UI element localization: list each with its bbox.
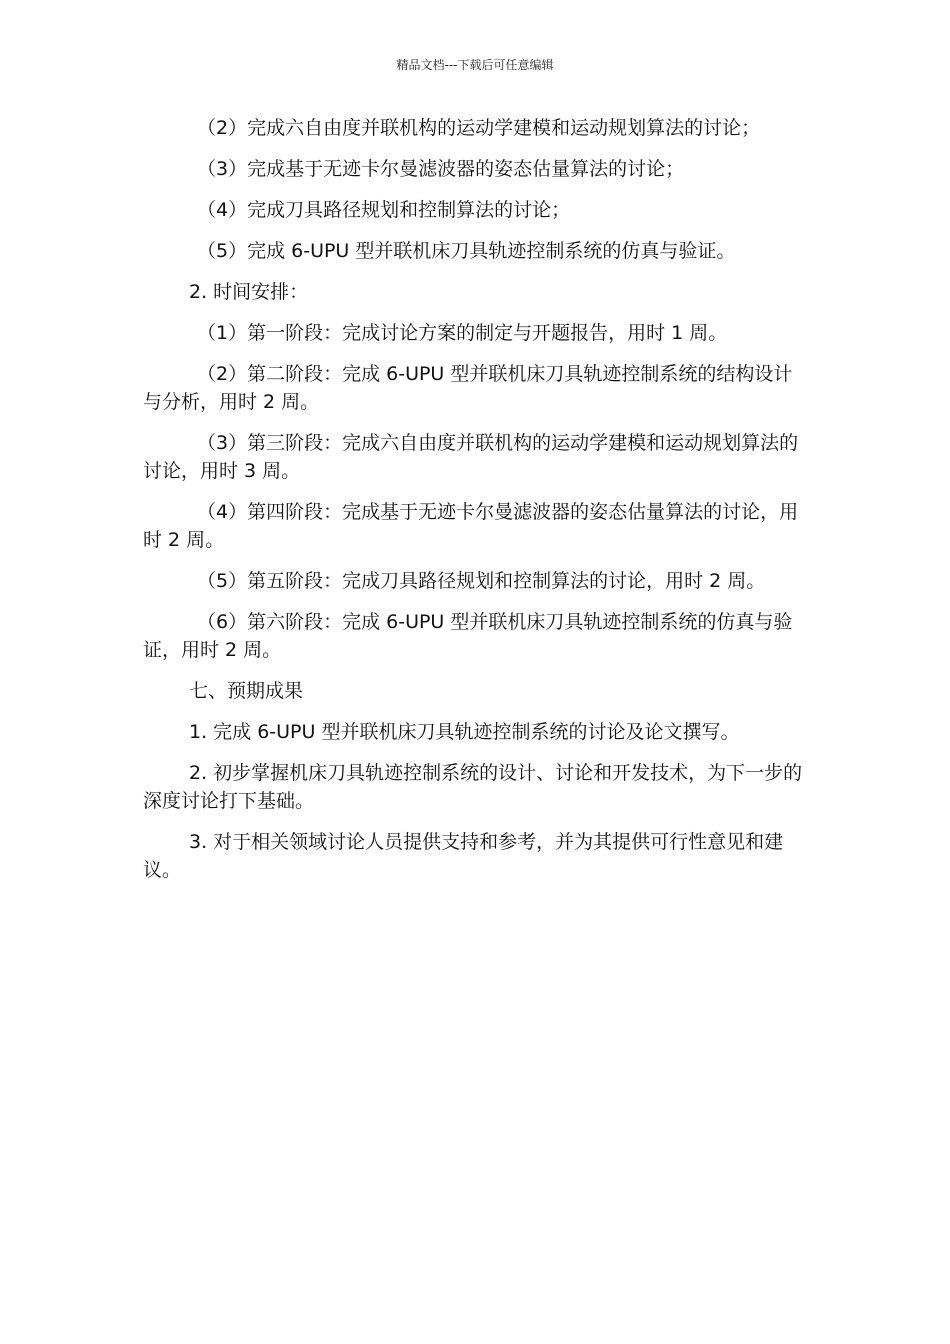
expected-result-3: 3. 对于相关领域讨论人员提供支持和参考，并为其提供可行性意见和建议。 bbox=[143, 831, 784, 881]
expected-result-2: 2. 初步掌握机床刀具轨迹控制系统的设计、讨论和开发技术，为下一步的深度讨论打下基础。 bbox=[143, 762, 803, 812]
task-item-2: （2）完成六自由度并联机构的运动学建模和运动规划算法的讨论； bbox=[197, 117, 761, 139]
schedule-stage-5: （5）第五阶段：完成刀具路径规划和控制算法的讨论，用时 2 周。 bbox=[197, 570, 766, 592]
page-header: 精品文档---下载后可任意编辑 bbox=[396, 58, 554, 72]
schedule-stage-3: （3）第三阶段：完成六自由度并联机构的运动学建模和运动规划算法的讨论，用时 3 周。 bbox=[143, 432, 799, 482]
schedule-stage-2: （2）第二阶段：完成 6-UPU 型并联机床刀具轨迹控制系统的结构设计与分析，用时 2 周。 bbox=[143, 363, 793, 413]
schedule-stage-6: （6）第六阶段：完成 6-UPU 型并联机床刀具轨迹控制系统的仿真与验证，用时 2 周。 bbox=[143, 611, 793, 661]
schedule-heading: 2. 时间安排： bbox=[189, 281, 309, 303]
task-item-5: （5）完成 6-UPU 型并联机床刀具轨迹控制系统的仿真与验证。 bbox=[197, 240, 736, 262]
task-item-4: （4）完成刀具路径规划和控制算法的讨论； bbox=[197, 199, 571, 221]
schedule-stage-1: （1）第一阶段：完成讨论方案的制定与开题报告，用时 1 周。 bbox=[197, 322, 728, 344]
task-item-3: （3）完成基于无迹卡尔曼滤波器的姿态估量算法的讨论； bbox=[197, 158, 685, 180]
schedule-stage-4: （4）第四阶段：完成基于无迹卡尔曼滤波器的姿态估量算法的讨论，用时 2 周。 bbox=[143, 501, 799, 551]
document-body bbox=[143, 114, 811, 897]
section-heading-expected-results: 七、预期成果 bbox=[189, 680, 304, 702]
expected-result-1: 1. 完成 6-UPU 型并联机床刀具轨迹控制系统的讨论及论文撰写。 bbox=[189, 721, 740, 743]
